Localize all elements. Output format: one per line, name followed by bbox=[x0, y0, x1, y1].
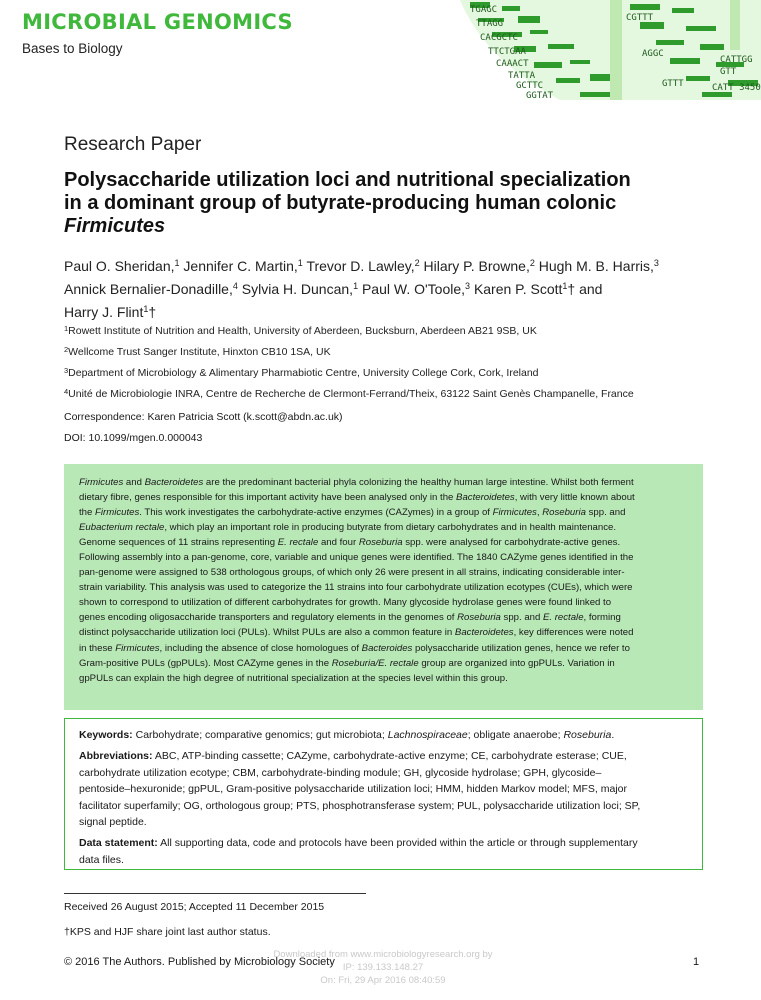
keywords bbox=[79, 727, 688, 743]
abstract-box bbox=[64, 464, 703, 710]
affiliation-number: 1 bbox=[64, 324, 69, 333]
sequence-text: GTT bbox=[720, 67, 737, 77]
author-name: Harry J. Flint bbox=[64, 304, 144, 320]
author-affiliation-mark: 1 bbox=[297, 258, 303, 268]
text-line: pan-genome were assigned to 538 orthologous groups, of which only 26 were present in all strains, indicating considerable inter- bbox=[79, 567, 625, 579]
download-line: IP: 139.133.148.27 bbox=[342, 962, 424, 973]
author-affiliation-mark: 2 bbox=[529, 258, 535, 268]
sequence-text: CAAACT bbox=[496, 59, 529, 69]
page-number: 1 bbox=[693, 956, 700, 968]
author-affiliation-mark: 4 bbox=[232, 281, 238, 291]
text-line: Keywords: Carbohydrate; comparative genomics; gut microbiota; Lachnospiraceae; obligate anaerobe; Roseburia. bbox=[79, 729, 615, 741]
sequencing-gel-image bbox=[430, 0, 761, 100]
received-dates: Received 26 August 2015; Accepted 11 December 2015 bbox=[64, 901, 325, 913]
author-name: Annick Bernalier-Donadille, bbox=[64, 281, 233, 297]
text-line: Eubacterium rectale, which play an important role in producing butyrate from dietary carbohydrates and in health maintenance. bbox=[79, 522, 617, 534]
text-line: Firmicutes and Bacteroidetes are the predominant bacterial phyla colonizing the healthy human large intestine. Whilst both ferment bbox=[79, 477, 634, 488]
sequence-text: GCTTC bbox=[516, 81, 544, 91]
text-line: facilitator superfamily; OG, orthologous group; PTS, phosphotransferase system; PUL, polysaccharide utilization loci; SP, bbox=[79, 799, 641, 812]
author-note: †KPS and HJF share joint last author status. bbox=[64, 926, 271, 938]
author-affiliation-mark: 3 bbox=[465, 281, 471, 291]
author-name: Paul O. Sheridan, bbox=[64, 258, 175, 274]
author-line bbox=[64, 253, 724, 276]
keywords-box bbox=[64, 718, 703, 870]
article-type: Research Paper bbox=[64, 134, 202, 155]
data-statement bbox=[79, 835, 688, 868]
author-name: Karen P. Scott bbox=[473, 281, 563, 297]
affiliation-number: 4 bbox=[64, 387, 69, 396]
text-line: signal peptide. bbox=[79, 816, 147, 829]
text-line: Data statement: All supporting data, code and protocols have been provided within the article or through supplementary bbox=[79, 837, 638, 850]
author-suffix: † and bbox=[567, 281, 603, 297]
sequence-text: AGGC bbox=[642, 49, 664, 59]
text-line: gpPULs can explain the high degree of nutritional specialization at the species level within this group. bbox=[79, 672, 508, 684]
download-line: Downloaded from www.microbiologyresearch.org by bbox=[273, 949, 493, 960]
title-line: Polysaccharide utilization loci and nutritional specialization bbox=[64, 169, 631, 191]
sequence-text: CATT 3450 bbox=[712, 83, 761, 93]
author-affiliation-mark: 1 bbox=[353, 281, 359, 291]
sequence-text: CACGCTC bbox=[480, 33, 518, 43]
text-line: Gram-positive PULs (gpPULs). Most CAZyme genes in the Roseburia/E. rectale group are organized into gpPULs. Variation in bbox=[79, 657, 615, 669]
author-name: Trevor D. Lawley, bbox=[306, 258, 415, 274]
text-line: pentoside–hexuronide; gpPUL, Gram-positive polysaccharide utilization loci; HMM, hidden Markov model; MFS, major bbox=[79, 783, 627, 796]
sequence-text: TATTA bbox=[508, 71, 536, 81]
sequence-text: GGTAT bbox=[526, 91, 554, 100]
sequence-text: CATTGG bbox=[720, 55, 753, 65]
text-line: distinct polysaccharide utilization loci (PULs). Whilst PULs are also a common feature in Bacteroidetes, key differences were noted bbox=[79, 627, 634, 639]
abbreviations bbox=[79, 748, 688, 830]
text-line: shown to correspond to utilization of different carbohydrates for growth. Many glycoside hydrolase genes were found linked to bbox=[79, 597, 612, 609]
author-line bbox=[64, 276, 724, 299]
sequence-text: TGAGC bbox=[470, 5, 498, 15]
text-line: dietary fibre, genes responsible for this important activity have been analysed only in the Bacteroidetes, with very little known about bbox=[79, 492, 635, 504]
sequence-text: GTTT bbox=[662, 79, 684, 89]
download-line: On: Fri, 29 Apr 2016 08:40:59 bbox=[320, 975, 446, 986]
text-line: genes encoding oligosaccharide transporters and regulatory elements in the genomes of Roseburia spp. and E. rectale, forming bbox=[79, 612, 621, 624]
text-line: data files. bbox=[79, 853, 124, 866]
abstract-text bbox=[79, 475, 688, 686]
footnote-divider bbox=[64, 893, 366, 894]
author-name: Sylvia H. Duncan, bbox=[241, 281, 354, 297]
text-line: Following assembly into a pan-genome, core, variable and unique genes were identified. The 1840 CAZyme genes identified in the bbox=[79, 552, 634, 564]
affiliation: $^3$Department of Microbiology & Alimentary Pharmabiotic Centre, University College Cork, Cork, Ireland bbox=[64, 366, 539, 379]
affiliation: $^1$Rowett Institute of Nutrition and Health, University of Aberdeen, Bucksburn, Aberdeen AB21 9SB, UK bbox=[64, 324, 537, 337]
affiliation: $^2$Wellcome Trust Sanger Institute, Hinxton CB10 1SA, UK bbox=[64, 345, 331, 358]
author-name: Hugh M. B. Harris, bbox=[538, 258, 654, 274]
correspondence: Correspondence: Karen Patricia Scott (k.scott@abdn.ac.uk) bbox=[64, 411, 343, 423]
author-list bbox=[64, 253, 724, 322]
copyright: © 2016 The Authors. Published by Microbiology Society bbox=[64, 956, 335, 968]
affiliation-number: 3 bbox=[64, 366, 69, 375]
affiliation-list bbox=[64, 324, 724, 408]
text-line: Abbreviations: ABC, ATP-binding cassette; CAZyme, carbohydrate-active enzyme; CE, carbohydrate esterase; CUE, bbox=[79, 750, 627, 763]
sequence-text: CGTTT bbox=[626, 13, 654, 23]
author-affiliation-mark: 3 bbox=[653, 258, 659, 268]
journal-tagline: Bases to Biology bbox=[22, 41, 123, 56]
author-name: Hilary P. Browne, bbox=[423, 258, 530, 274]
author-name: Paul W. O'Toole, bbox=[361, 281, 466, 297]
author-line bbox=[64, 299, 724, 322]
affiliation: $^4$Unité de Microbiologie INRA, Centre de Recherche de Clermont-Ferrand/Theix, 63122 Saint Genès Champanelle, France bbox=[64, 387, 634, 400]
text-line: in these Firmicutes, including the absence of close homologues of Bacteroides polysaccharide utilization genes, hence we refer to bbox=[79, 642, 630, 654]
text-line: the Firmicutes. This work investigates the carbohydrate-active enzymes (CAZymes) in a group of Firmicutes, Roseburia spp. and bbox=[79, 507, 626, 519]
author-suffix: † bbox=[148, 304, 157, 320]
title-italic: Firmicutes bbox=[64, 215, 166, 237]
text-line: strain variability. This analysis was used to categorize the 11 strains into four carbohydrate utilization ecotypes (CUEs), which were bbox=[79, 582, 633, 594]
text-line: carbohydrate utilization ecotype; CBM, carbohydrate-binding module; GH, glycoside hydrolase; GPH, glycoside– bbox=[79, 766, 602, 779]
sequence-text: TTCTGAA bbox=[488, 47, 526, 57]
affiliation-number: 2 bbox=[64, 345, 69, 354]
doi-link[interactable]: DOI: 10.1099/mgen.0.000043 bbox=[64, 432, 203, 444]
dna-sequencing-banner bbox=[430, 0, 761, 100]
text-line: Genome sequences of 11 strains representing E. rectale and four Roseburia spp. were analysed for carbohydrate-active genes. bbox=[79, 537, 621, 549]
title-line: in a dominant group of butyrate-producing human colonic bbox=[64, 192, 617, 214]
author-affiliation-mark: 1 bbox=[174, 258, 180, 268]
sequence-text: TTAGG bbox=[476, 19, 504, 29]
author-affiliation-mark: 1 bbox=[143, 304, 149, 314]
author-affiliation-mark: 1 bbox=[562, 281, 568, 291]
article-title bbox=[64, 169, 724, 238]
author-affiliation-mark: 2 bbox=[414, 258, 420, 268]
journal-name: MICROBIAL GENOMICS bbox=[22, 10, 293, 34]
author-name: Jennifer C. Martin, bbox=[183, 258, 298, 274]
